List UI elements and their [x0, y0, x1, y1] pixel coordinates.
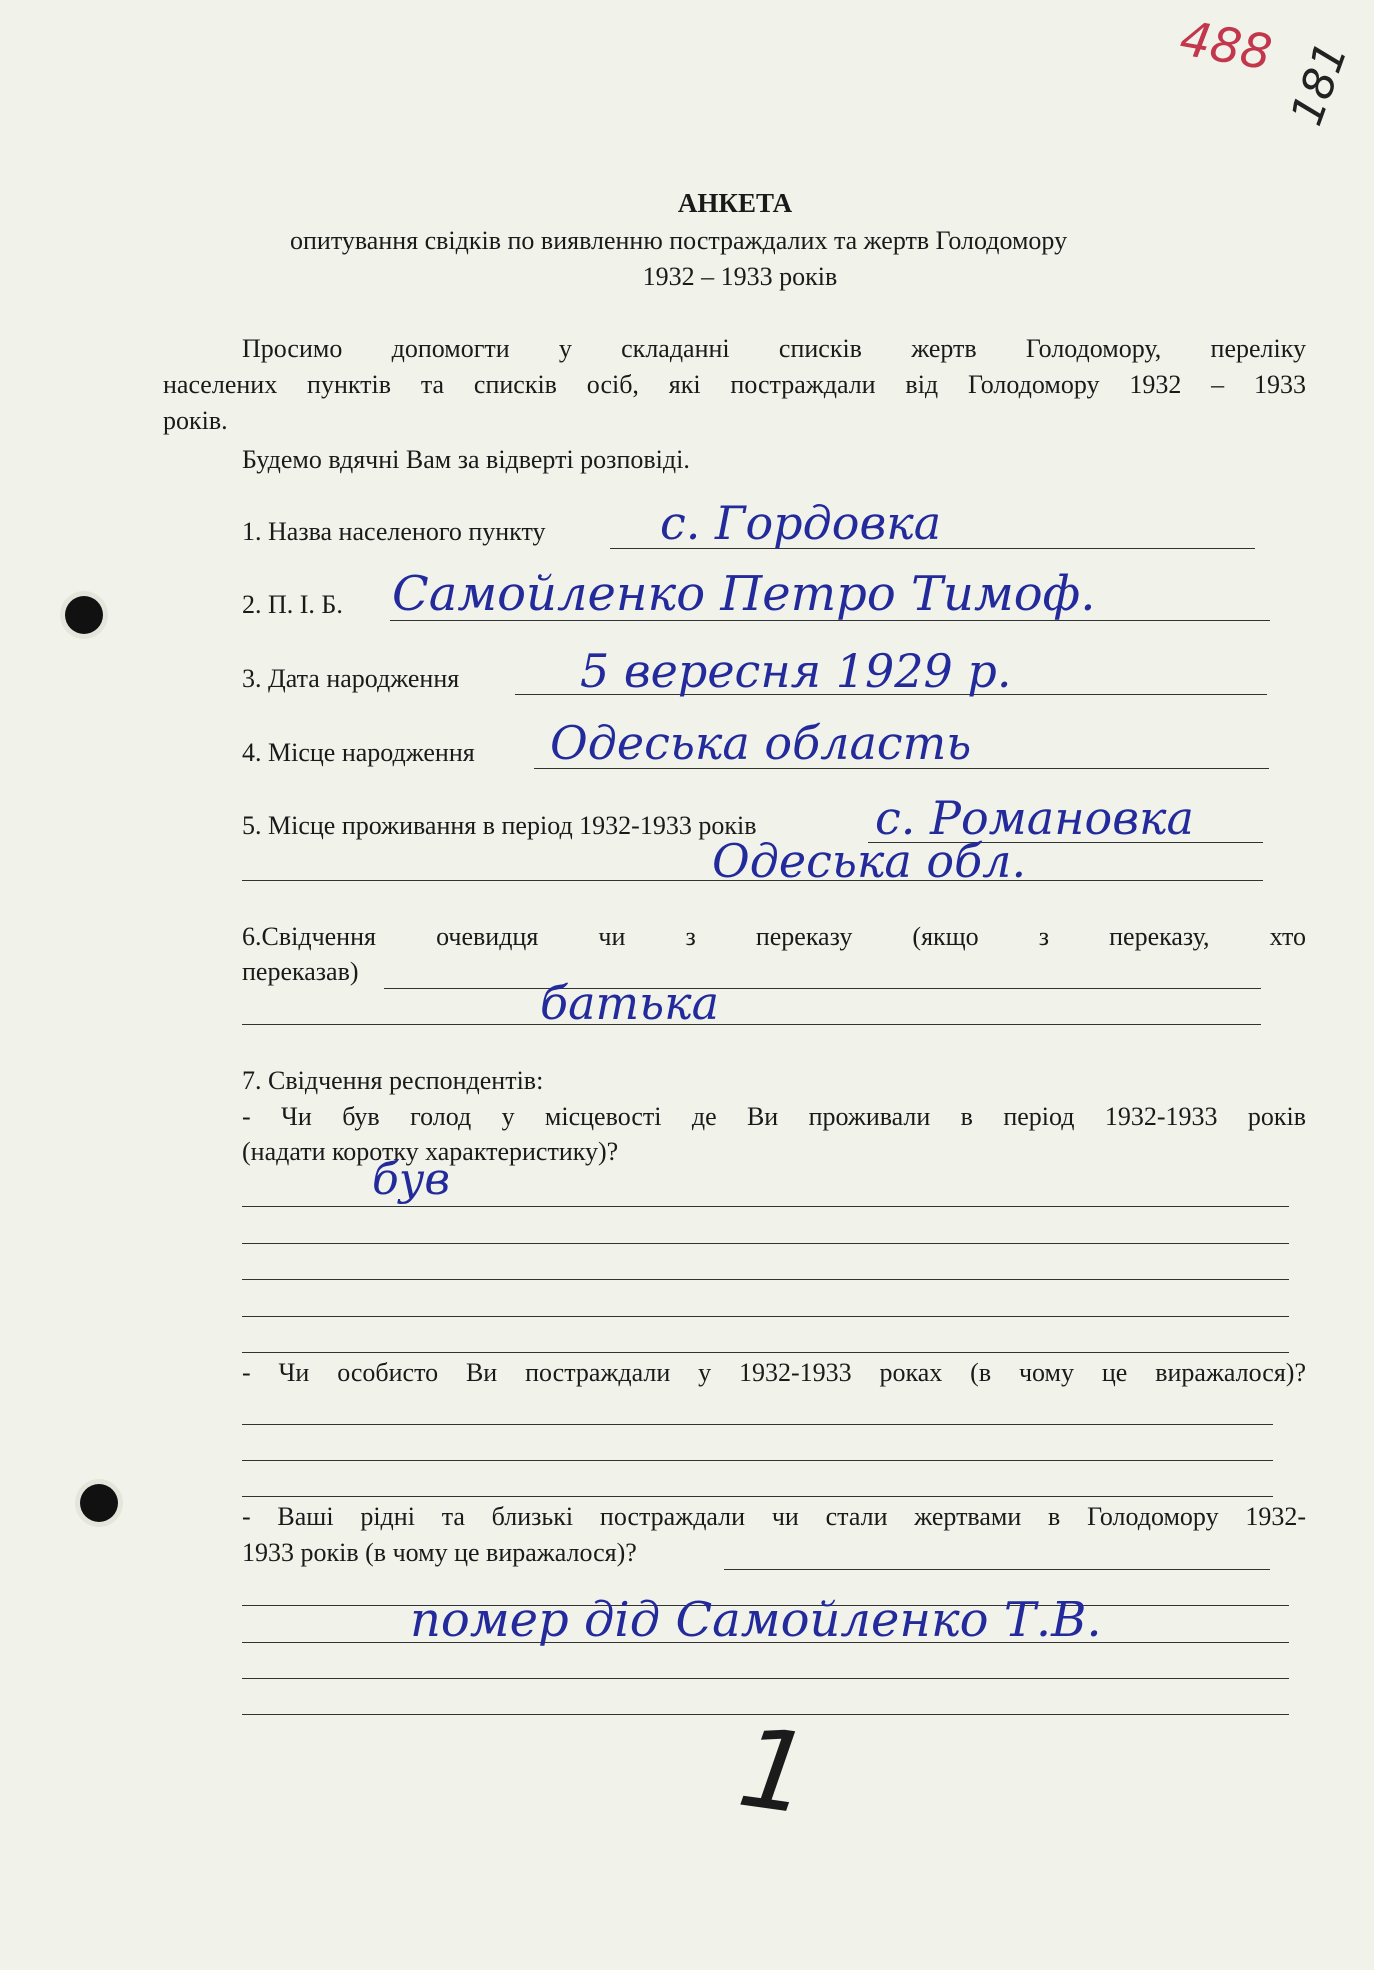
q7c-line-2: 1933 років (в чому це виражалося)? — [242, 1538, 637, 1567]
q3-label: 3. Дата народження — [242, 664, 460, 693]
q6-label-line-1: 6.Свідчення очевидця чи з переказу (якщо з переказу, хто — [242, 922, 1306, 951]
q7a-answer-line-3 — [242, 1279, 1289, 1280]
q7c-answer-line-1 — [724, 1569, 1270, 1570]
q5-answer-2: Одеська обл. — [712, 834, 1027, 888]
intro-thanks: Будемо вдячні Вам за відверті розповіді. — [242, 445, 690, 474]
q2-label: 2. П. І. Б. — [242, 590, 343, 619]
q7a-line-2: (надати коротку характеристику)? — [242, 1137, 619, 1166]
form-subtitle: опитування свідків по виявленню постраждалих та жертв Голодомору — [290, 226, 1068, 255]
form-subtitle-years: 1932 – 1933 років — [642, 262, 838, 291]
q7a-line-1: - Чи був голод у місцевості де Ви проживали в період 1932-1933 років — [242, 1102, 1306, 1131]
q7b-answer-line-3 — [242, 1496, 1273, 1497]
q4-label: 4. Місце народження — [242, 738, 475, 767]
archive-number-red: 488 — [1175, 10, 1276, 82]
q7a-answer-line-4 — [242, 1316, 1289, 1317]
q7b-answer-line-2 — [242, 1460, 1273, 1461]
q7a-answer: був — [372, 1154, 450, 1205]
punch-hole-bottom — [80, 1484, 118, 1522]
q7c-line-1: - Ваші рідні та близькі постраждали чи стали жертвами в Голодомору 1932- — [242, 1502, 1306, 1531]
intro-line-1: Просимо допомогти у складанні списків жертв Голодомору, переліку — [242, 334, 1306, 363]
intro-line-2: населених пунктів та списків осіб, які постраждали від Голодомору 1932 – 1933 — [163, 370, 1306, 399]
intro-line-3: років. — [163, 406, 228, 435]
q7a-answer-line-5 — [242, 1352, 1289, 1353]
q7a-answer-line-2 — [242, 1243, 1289, 1244]
q6-answer-line-1 — [384, 988, 1261, 989]
q7b-question: - Чи особисто Ви постраждали у 1932-1933 роках (в чому це виражалося)? — [242, 1358, 1306, 1387]
q7b-answer-line-1 — [242, 1424, 1273, 1425]
q1-answer: с. Гордовка — [660, 496, 942, 550]
q5-answer-1: с. Романовка — [875, 791, 1194, 845]
q7c-answer-line-4 — [242, 1678, 1289, 1679]
q5-label: 5. Місце проживання в період 1932-1933 років — [242, 811, 757, 840]
q6-label-line-2: переказав) — [242, 957, 359, 986]
punch-hole-top — [65, 596, 103, 634]
q1-label: 1. Назва населеного пункту — [242, 517, 546, 546]
section7-title: 7. Свідчення респондентів: — [242, 1066, 544, 1095]
q6-answer-line-2 — [242, 1024, 1261, 1025]
form-title: АНКЕТА — [677, 188, 793, 218]
q7a-answer-line-1 — [242, 1206, 1289, 1207]
q4-answer: Одеська область — [550, 716, 972, 770]
archive-number-black: 181 — [1281, 35, 1358, 133]
q6-answer: батька — [540, 976, 720, 1030]
page-mark: 1 — [731, 1702, 819, 1840]
q3-answer: 5 вересня 1929 р. — [580, 644, 1012, 698]
q2-answer: Самойленко Петро Тимоф. — [392, 566, 1096, 622]
q7c-answer: помер дід Самойленко Т.В. — [410, 1592, 1102, 1648]
